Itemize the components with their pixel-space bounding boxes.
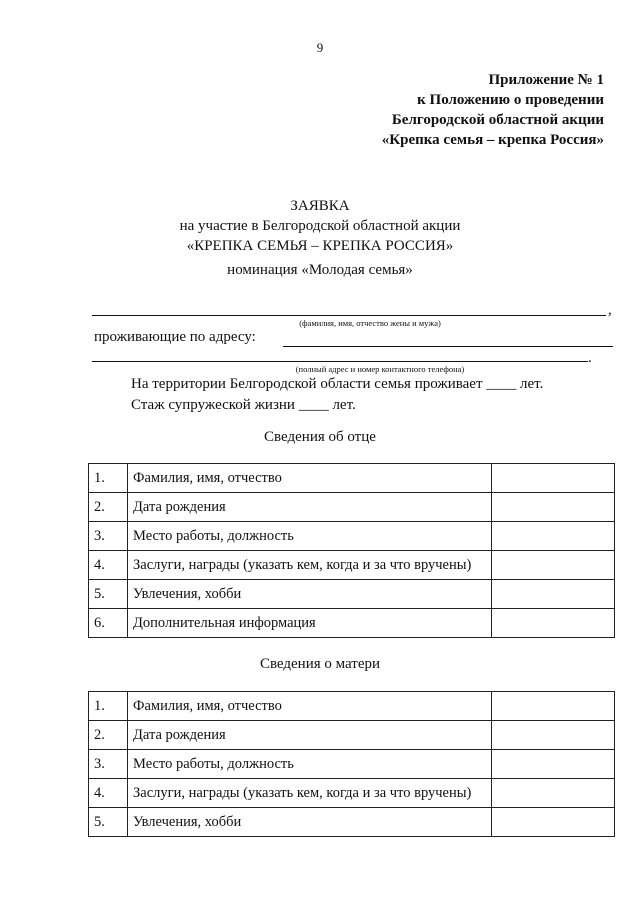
row-label: Дата рождения xyxy=(128,721,492,750)
residence-years-line: На территории Белгородской области семья проживает ____ лет. xyxy=(131,376,544,392)
address-caption: (полный адрес и номер контактного телефона) xyxy=(295,364,465,374)
row-number: 2. xyxy=(89,721,128,750)
row-number: 3. xyxy=(89,522,128,551)
appendix-line: Приложение № 1 xyxy=(488,72,604,88)
table-row xyxy=(89,464,615,493)
table-row xyxy=(89,721,615,750)
row-label: Заслуги, награды (указать кем, когда и за что вручены) xyxy=(128,779,492,808)
row-value-cell[interactable] xyxy=(492,808,615,837)
names-field[interactable] xyxy=(92,315,606,316)
address-field[interactable] xyxy=(283,346,613,347)
row-label: Фамилия, имя, отчество xyxy=(128,692,492,721)
appendix-block xyxy=(382,70,604,150)
table-row xyxy=(89,779,615,808)
row-number: 4. xyxy=(89,779,128,808)
table-row xyxy=(89,551,615,580)
row-number: 6. xyxy=(89,609,128,638)
row-number: 3. xyxy=(89,750,128,779)
row-number: 1. xyxy=(89,464,128,493)
table-row xyxy=(89,692,615,721)
mother-section-title: Сведения о матери xyxy=(259,656,381,672)
row-number: 2. xyxy=(89,493,128,522)
table-row xyxy=(89,808,615,837)
father-section-title: Сведения об отце xyxy=(264,429,376,445)
row-value-cell[interactable] xyxy=(492,721,615,750)
row-number: 1. xyxy=(89,692,128,721)
row-label: Дополнительная информация xyxy=(128,609,492,638)
document-subtitle: на участие в Белгородской областной акции xyxy=(179,218,461,234)
appendix-line: Белгородской областной акции xyxy=(391,112,604,128)
row-value-cell[interactable] xyxy=(492,750,615,779)
row-value-cell[interactable] xyxy=(492,609,615,638)
row-value-cell[interactable] xyxy=(492,522,615,551)
row-number: 5. xyxy=(89,580,128,609)
row-label: Заслуги, награды (указать кем, когда и за что вручены) xyxy=(128,551,492,580)
row-number: 4. xyxy=(89,551,128,580)
row-label: Место работы, должность xyxy=(128,750,492,779)
row-number: 5. xyxy=(89,808,128,837)
names-end-mark: , xyxy=(608,302,612,318)
appendix-line: «Крепка семья – крепка Россия» xyxy=(381,132,604,148)
names-caption: (фамилия, имя, отчество жены и мужа) xyxy=(299,318,441,328)
table-row xyxy=(89,522,615,551)
row-value-cell[interactable] xyxy=(492,580,615,609)
document-title: ЗАЯВКА xyxy=(290,198,350,214)
row-value-cell[interactable] xyxy=(492,551,615,580)
father-info-table xyxy=(88,463,615,638)
address-end-mark: . xyxy=(588,350,592,366)
row-label: Увлечения, хобби xyxy=(128,808,492,837)
marriage-years-line: Стаж супружеской жизни ____ лет. xyxy=(131,397,356,413)
row-value-cell[interactable] xyxy=(492,493,615,522)
row-label: Фамилия, имя, отчество xyxy=(128,464,492,493)
page-number: 9 xyxy=(316,40,324,55)
table-row xyxy=(89,750,615,779)
table-row xyxy=(89,609,615,638)
row-label: Увлечения, хобби xyxy=(128,580,492,609)
row-label: Место работы, должность xyxy=(128,522,492,551)
table-row xyxy=(89,580,615,609)
mother-info-table xyxy=(88,691,615,837)
table-row xyxy=(89,493,615,522)
row-label: Дата рождения xyxy=(128,493,492,522)
row-value-cell[interactable] xyxy=(492,464,615,493)
nomination: номинация «Молодая семья» xyxy=(227,262,413,278)
address-field-continued[interactable] xyxy=(92,361,588,362)
address-label: проживающие по адресу: xyxy=(94,329,256,345)
application-header xyxy=(0,196,640,256)
row-value-cell[interactable] xyxy=(492,692,615,721)
row-value-cell[interactable] xyxy=(492,779,615,808)
appendix-line: к Положению о проведении xyxy=(417,92,604,108)
action-name: «КРЕПКА СЕМЬЯ – КРЕПКА РОССИЯ» xyxy=(186,238,454,254)
